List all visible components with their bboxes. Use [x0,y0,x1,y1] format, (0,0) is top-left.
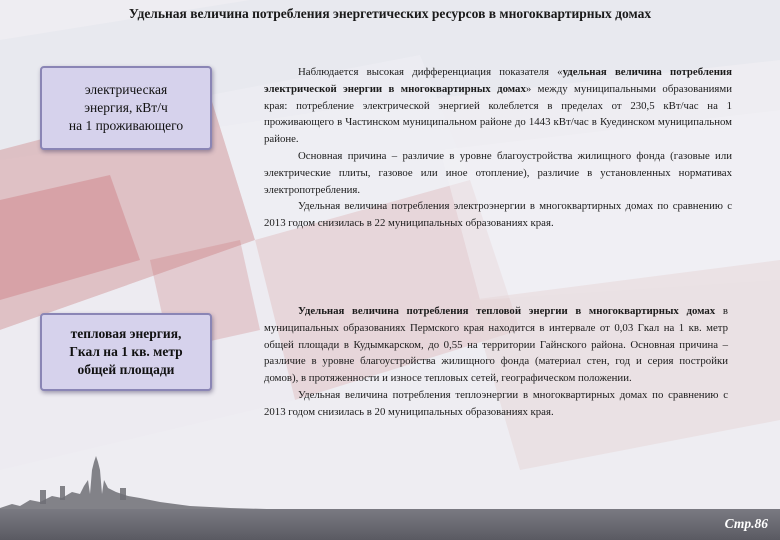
page-title: Удельная величина потребления энергетических ресурсов в многоквартирных домах [128,6,652,21]
heat-label-line: тепловая энергия, [70,326,182,341]
electric-paragraph-3: Удельная величина потребления электроэнергии в многоквартирных домах по сравнению с 2013 годом снизилась в 22 муниципальных образованиях края. [264,200,732,230]
page-number: Стр.86 [724,516,768,531]
electric-label-line: на 1 проживающего [68,118,184,133]
heat-label-line: Гкал на 1 кв. метр [69,344,183,359]
heat-paragraph-1: Удельная величина потребления тепловой энергии в многоквартирных домах в муниципальных образованиях Пермского края находится в интервале от 0,03 Гкал на 1 кв. метр общей площади в Кудымкарском, до 0,55 на территории Гайнского района. Основная причина – различие в уровне благоустройства жилищного фонда (материал стен, год и серия постройки домов), в протяженности и износе тепловых сетей, географическом положении. [264,305,728,385]
electric-label-line: электрическая [84,82,168,97]
electric-label-line: энергия, кВт/ч [84,100,168,115]
heat-label-line: общей площади [77,362,175,377]
heat-energy-text [264,303,728,421]
electric-energy-label-box [40,66,212,150]
footer-bar [0,509,780,540]
electric-paragraph-1: Наблюдается высокая дифференциация показателя «удельная величина потребления электрической энергии в многоквартирных домах» между муниципальными образованиями края: потребление электрической энергией колеблется в пределах от 230,5 кВт/час на 1 проживающего в Частинском муниципальном районе до 1443 кВт/час в Куединском муниципальном районе. [264,66,732,146]
electric-energy-text [264,64,732,232]
heat-energy-label-box [40,313,212,391]
city-silhouette-decoration [0,450,300,515]
electric-paragraph-2: Основная причина – различие в уровне благоустройства жилищного фонда (газовые или электрические плиты, газовое или иное отопление), различие в установленных нормативах электропотребления. [264,149,732,196]
heat-paragraph-2: Удельная величина потребления теплоэнергии в многоквартирных домах по сравнению с 2013 годом снизилась в 20 муниципальных образованиях края. [264,388,728,418]
